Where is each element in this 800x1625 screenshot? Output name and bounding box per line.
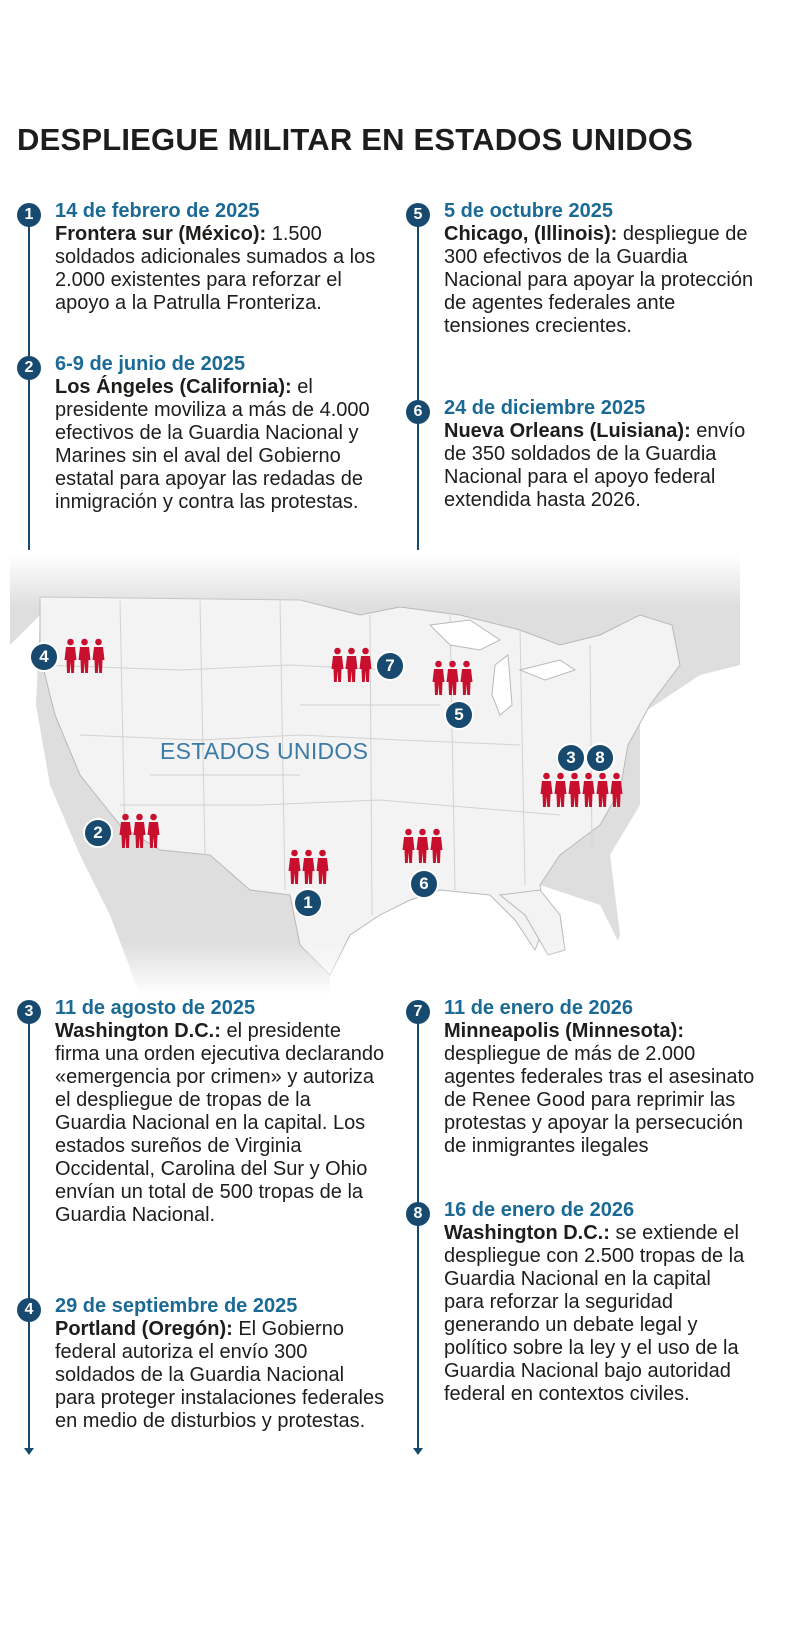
soldier-icon xyxy=(430,828,443,864)
soldier-icon xyxy=(345,647,358,683)
timeline-entry-7 xyxy=(406,997,756,1158)
timeline-entry-8 xyxy=(406,1199,756,1406)
soldier-icon xyxy=(596,772,609,808)
timeline-entry-5 xyxy=(406,200,756,338)
map-marker-6: 6 xyxy=(409,869,439,899)
entry-description: se extiende el despliegue con 2.500 tropas de la Guardia Nacional en la capital para reforzar la seguridad generando un debate legal y político sobre la ley y el uso de la Guardia Nacional bajo autoridad federal en contextos civiles. xyxy=(444,1222,745,1405)
troops-new-orleans xyxy=(402,828,443,864)
troops-chicago xyxy=(432,660,473,696)
entry-date: 16 de enero de 2026 xyxy=(444,1199,635,1221)
timeline-top-left xyxy=(17,200,387,550)
map-country-label: ESTADOS UNIDOS xyxy=(160,738,369,764)
entry-number-badge: 7 xyxy=(406,1000,430,1024)
map-marker-3: 3 xyxy=(556,743,586,773)
entry-place: Washington D.C.: xyxy=(444,1222,610,1244)
soldier-icon xyxy=(460,660,473,696)
map-marker-1: 1 xyxy=(293,888,323,918)
soldier-icon xyxy=(540,772,553,808)
entry-place: Portland (Oregón): xyxy=(55,1318,233,1340)
entry-description: el presidente moviliza a más de 4.000 efectivos de la Guardia Nacional y Marines sin el aval del Gobierno estatal para apoyar las redadas de inmigración y contra las protestas. xyxy=(55,376,370,513)
entry-place: Nueva Orleans (Luisiana): xyxy=(444,420,691,442)
troops-washington xyxy=(540,772,623,808)
entry-place: Washington D.C.: xyxy=(55,1020,221,1042)
map-marker-8: 8 xyxy=(585,743,615,773)
timeline-entry-2 xyxy=(17,353,387,514)
page-title: DESPLIEGUE MILITAR EN ESTADOS UNIDOS xyxy=(17,122,694,157)
entry-description: despliegue de más de 2.000 agentes federales tras el asesinato de Renee Good para reprimir las protestas y apoyar la persecución de inmigrantes ilegales xyxy=(444,1043,755,1157)
map-marker-4: 4 xyxy=(29,642,59,672)
entry-number-badge: 8 xyxy=(406,1202,430,1226)
soldier-icon xyxy=(554,772,567,808)
entry-place: Minneapolis (Minnesota): xyxy=(444,1020,684,1042)
soldier-icon xyxy=(568,772,581,808)
entry-number-badge: 2 xyxy=(17,356,41,380)
soldier-icon xyxy=(78,638,91,674)
entry-date: 29 de septiembre de 2025 xyxy=(55,1295,298,1317)
soldier-icon xyxy=(92,638,105,674)
soldier-icon xyxy=(416,828,429,864)
soldier-icon xyxy=(359,647,372,683)
entry-place: Frontera sur (México): xyxy=(55,223,267,245)
timeline-entry-6 xyxy=(406,397,756,512)
soldier-icon xyxy=(331,647,344,683)
entry-date: 6-9 de junio de 2025 xyxy=(55,353,246,375)
soldier-icon xyxy=(133,813,146,849)
map-marker-5: 5 xyxy=(444,700,474,730)
entry-number-badge: 6 xyxy=(406,400,430,424)
entry-description: 1.500 soldados adicionales sumados a los 2.000 existentes para reforzar el apoyo a la Patrulla Fronteriza. xyxy=(55,223,376,314)
entry-description: envío de 350 soldados de la Guardia Nacional para el apoyo federal extendida hasta 2026. xyxy=(444,420,746,511)
soldier-icon xyxy=(288,849,301,885)
timeline-bottom-left xyxy=(17,997,387,1452)
timeline-entry-1 xyxy=(17,200,387,315)
entry-date: 11 de enero de 2026 xyxy=(444,997,634,1019)
entry-date: 14 de febrero de 2025 xyxy=(55,200,260,222)
soldier-icon xyxy=(119,813,132,849)
entry-number-badge: 5 xyxy=(406,203,430,227)
troops-texas-border xyxy=(288,849,329,885)
entry-date: 11 de agosto de 2025 xyxy=(55,997,256,1019)
soldier-icon xyxy=(316,849,329,885)
timeline-entry-3 xyxy=(17,997,387,1227)
entry-date: 5 de octubre 2025 xyxy=(444,200,613,222)
soldier-icon xyxy=(582,772,595,808)
map-marker-7: 7 xyxy=(375,651,405,681)
entry-description: despliegue de 300 efectivos de la Guardia Nacional para apoyar la protección de agentes federales ante tensiones crecientes. xyxy=(444,223,754,337)
troops-los-angeles xyxy=(119,813,160,849)
soldier-icon xyxy=(302,849,315,885)
map-marker-2: 2 xyxy=(83,818,113,848)
entry-number-badge: 1 xyxy=(17,203,41,227)
entry-number-badge: 3 xyxy=(17,1000,41,1024)
map-graphic xyxy=(0,555,800,995)
soldier-icon xyxy=(432,660,445,696)
entry-number-badge: 4 xyxy=(17,1298,41,1322)
entry-date: 24 de diciembre 2025 xyxy=(444,397,646,419)
map-fade xyxy=(0,555,800,995)
soldier-icon xyxy=(64,638,77,674)
timeline-bottom-right xyxy=(406,997,756,1452)
troops-minneapolis xyxy=(331,647,372,683)
entry-description: El Gobierno federal autoriza el envío 300 soldados de la Guardia Nacional para proteger instalaciones federales en medio de disturbios y protestas. xyxy=(55,1318,385,1432)
entry-place: Los Ángeles (California): xyxy=(55,376,292,398)
soldier-icon xyxy=(147,813,160,849)
troops-portland xyxy=(64,638,105,674)
soldier-icon xyxy=(446,660,459,696)
us-map xyxy=(0,555,800,995)
soldier-icon xyxy=(402,828,415,864)
timeline-entry-4 xyxy=(17,1295,387,1433)
timeline-top-right xyxy=(406,200,756,550)
entry-place: Chicago, (Illinois): xyxy=(444,223,618,245)
soldier-icon xyxy=(610,772,623,808)
entry-description: el presidente firma una orden ejecutiva declarando «emergencia por crimen» y autoriza el despliegue de tropas de la Guardia Nacional en la capital. Los estados sureños de Virginia Occidental, Carolina del Sur y Ohio envían un total de 500 tropas de la Guardia Nacional. xyxy=(55,1020,385,1226)
